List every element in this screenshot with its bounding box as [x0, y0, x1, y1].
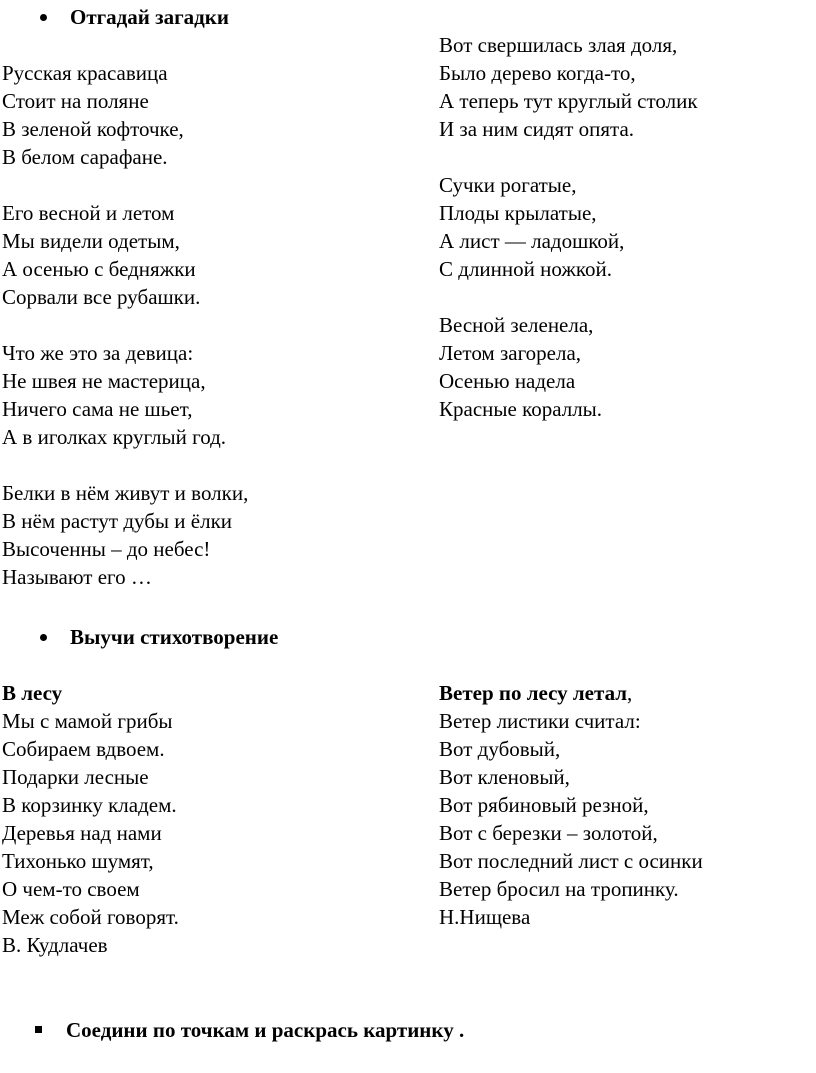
riddle-line: Ничего сама не шьет, — [2, 397, 193, 421]
poem-line: Вот рябиновый резной, — [439, 793, 649, 817]
riddle-line: Летом загорела, — [439, 341, 582, 365]
riddle-line: Не швея не мастерица, — [2, 369, 206, 393]
section-heading-connect-dots: Соедини по точкам и раскрась картинку . — [66, 1018, 465, 1042]
riddle — [439, 31, 698, 143]
riddle-line: Высоченны – до небес! — [2, 537, 211, 561]
riddle-line: В зеленой кофточке, — [2, 117, 184, 141]
riddle-line: Плоды крылатые, — [439, 201, 597, 225]
riddle-line: А осенью с бедняжки — [2, 257, 196, 281]
riddle-line: Называют его … — [2, 565, 152, 589]
riddle-line: В белом сарафане. — [2, 145, 168, 169]
riddle-line: А в иголках круглый год. — [2, 425, 227, 449]
poem-author: В. Кудлачев — [2, 933, 108, 957]
riddle-line: Осенью надела — [439, 369, 576, 393]
poem-line: Вот кленовый, — [439, 765, 570, 789]
poem-line: В корзинку кладем. — [2, 793, 177, 817]
poem-line: Подарки лесные — [2, 765, 149, 789]
poem-title: В лесу — [2, 681, 63, 705]
riddle — [2, 59, 248, 171]
poem-author: Н.Нищева — [439, 905, 531, 929]
poem-line: Собираем вдвоем. — [2, 737, 165, 761]
poem-title-bold: Ветер по лесу летал — [439, 681, 628, 705]
poem-line: Ветер бросил на тропинку. — [439, 877, 679, 901]
riddle — [439, 311, 698, 423]
riddles-left-column — [2, 59, 248, 591]
riddle-line: Мы видели одетым, — [2, 229, 180, 253]
riddle-line: А теперь тут круглый столик — [439, 89, 698, 113]
poem-line: Мы с мамой грибы — [2, 709, 173, 733]
poem-line: Вот с березки – золотой, — [439, 821, 658, 845]
riddle-line: Красные кораллы. — [439, 397, 603, 421]
poem-title — [439, 679, 703, 707]
riddle-line: С длинной ножкой. — [439, 257, 612, 281]
section-heading-riddles: Отгадай загадки — [70, 5, 229, 29]
riddle-line: Стоит на поляне — [2, 89, 149, 113]
riddle-line: Весной зеленела, — [439, 313, 594, 337]
poem-line: Ветер листики считал: — [439, 709, 641, 733]
poem-left — [2, 679, 179, 959]
riddle — [2, 199, 248, 311]
poem-title-punct: , — [627, 681, 633, 705]
riddle-line: Русская красавица — [2, 61, 168, 85]
riddle-line: Вот свершилась злая доля, — [439, 33, 678, 57]
riddle — [2, 339, 248, 451]
riddle-line: Сорвали все рубашки. — [2, 285, 201, 309]
poem-line: Вот дубовый, — [439, 737, 561, 761]
riddle-line: Было дерево когда-то, — [439, 61, 636, 85]
riddle-line: Его весной и летом — [2, 201, 175, 225]
poem-line: Меж собой говорят. — [2, 905, 179, 929]
riddle — [2, 479, 248, 591]
poem-line: Вот последний лист с осинки — [439, 849, 703, 873]
bullet-dot-icon — [40, 634, 47, 641]
poem-line: Деревья над нами — [2, 821, 162, 845]
riddle-line: И за ним сидят опята. — [439, 117, 635, 141]
riddle-line: Что же это за девица: — [2, 341, 194, 365]
bullet-square-icon — [35, 1026, 42, 1033]
poem-line: Тихонько шумят, — [2, 849, 154, 873]
riddle-line: Белки в нём живут и волки, — [2, 481, 249, 505]
riddle-line: Сучки рогатые, — [439, 173, 577, 197]
poem-line: О чем-то своем — [2, 877, 140, 901]
riddles-right-column — [439, 31, 698, 423]
bullet-dot-icon — [40, 14, 47, 21]
poem-right — [439, 679, 703, 931]
riddle-line: В нём растут дубы и ёлки — [2, 509, 233, 533]
riddle — [439, 171, 698, 283]
section-heading-poem: Выучи стихотворение — [70, 625, 279, 649]
riddle-line: А лист — ладошкой, — [439, 229, 625, 253]
